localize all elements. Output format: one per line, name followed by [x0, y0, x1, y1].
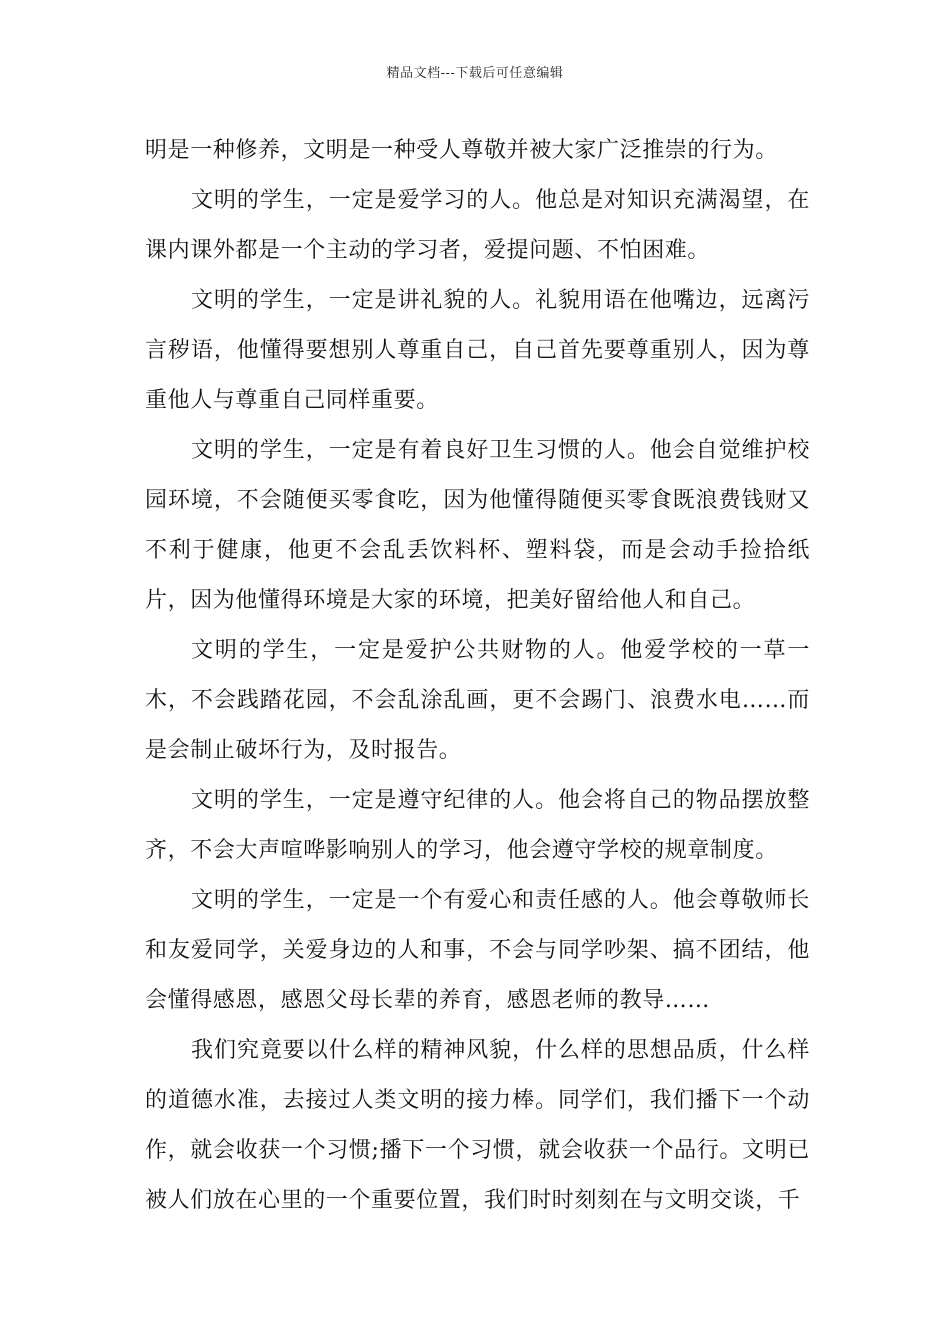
paragraph-8: 我们究竟要以什么样的精神风貌，什么样的思想品质，什么样的道德水准，去接过人类文明的接力棒。同学们，我们播下一个动作，就会收获一个习惯;播下一个习惯，就会收获一个品行。文明已被人们放在心里的一个重要位置，我们时时刻刻在与文明交谈，千	[145, 1038, 810, 1213]
paragraph-6: 文明的学生，一定是遵守纪律的人。他会将自己的物品摆放整齐，不会大声喧哗影响别人的学习，他会遵守学校的规章制度。	[145, 788, 810, 863]
paragraph-2: 文明的学生，一定是爱学习的人。他总是对知识充满渴望，在课内课外都是一个主动的学习者，爱提问题、不怕困难。	[145, 188, 810, 263]
paragraph-3: 文明的学生，一定是讲礼貌的人。礼貌用语在他嘴边，远离污言秽语，他懂得要想别人尊重自己，自己首先要尊重别人，因为尊重他人与尊重自己同样重要。	[145, 288, 810, 413]
paragraph-1: 明是一种修养，文明是一种受人尊敬并被大家广泛推崇的行为。	[145, 138, 778, 163]
paragraph-7: 文明的学生，一定是一个有爱心和责任感的人。他会尊敬师长和友爱同学，关爱身边的人和事，不会与同学吵架、搞不团结，他会懂得感恩，感恩父母长辈的养育，感恩老师的教导……	[145, 888, 810, 1013]
paragraph-4: 文明的学生，一定是有着良好卫生习惯的人。他会自觉维护校园环境，不会随便买零食吃，因为他懂得随便买零食既浪费钱财又不利于健康，他更不会乱丢饮料杯、塑料袋，而是会动手捡拾纸片，因为他懂得环境是大家的环境，把美好留给他人和自己。	[145, 438, 810, 613]
document-body	[145, 126, 810, 1226]
page-header: 精品文档---下载后可任意编辑	[386, 66, 564, 81]
paragraph-5: 文明的学生，一定是爱护公共财物的人。他爱学校的一草一木，不会践踏花园，不会乱涂乱画，更不会踢门、浪费水电……而是会制止破坏行为，及时报告。	[145, 638, 810, 763]
